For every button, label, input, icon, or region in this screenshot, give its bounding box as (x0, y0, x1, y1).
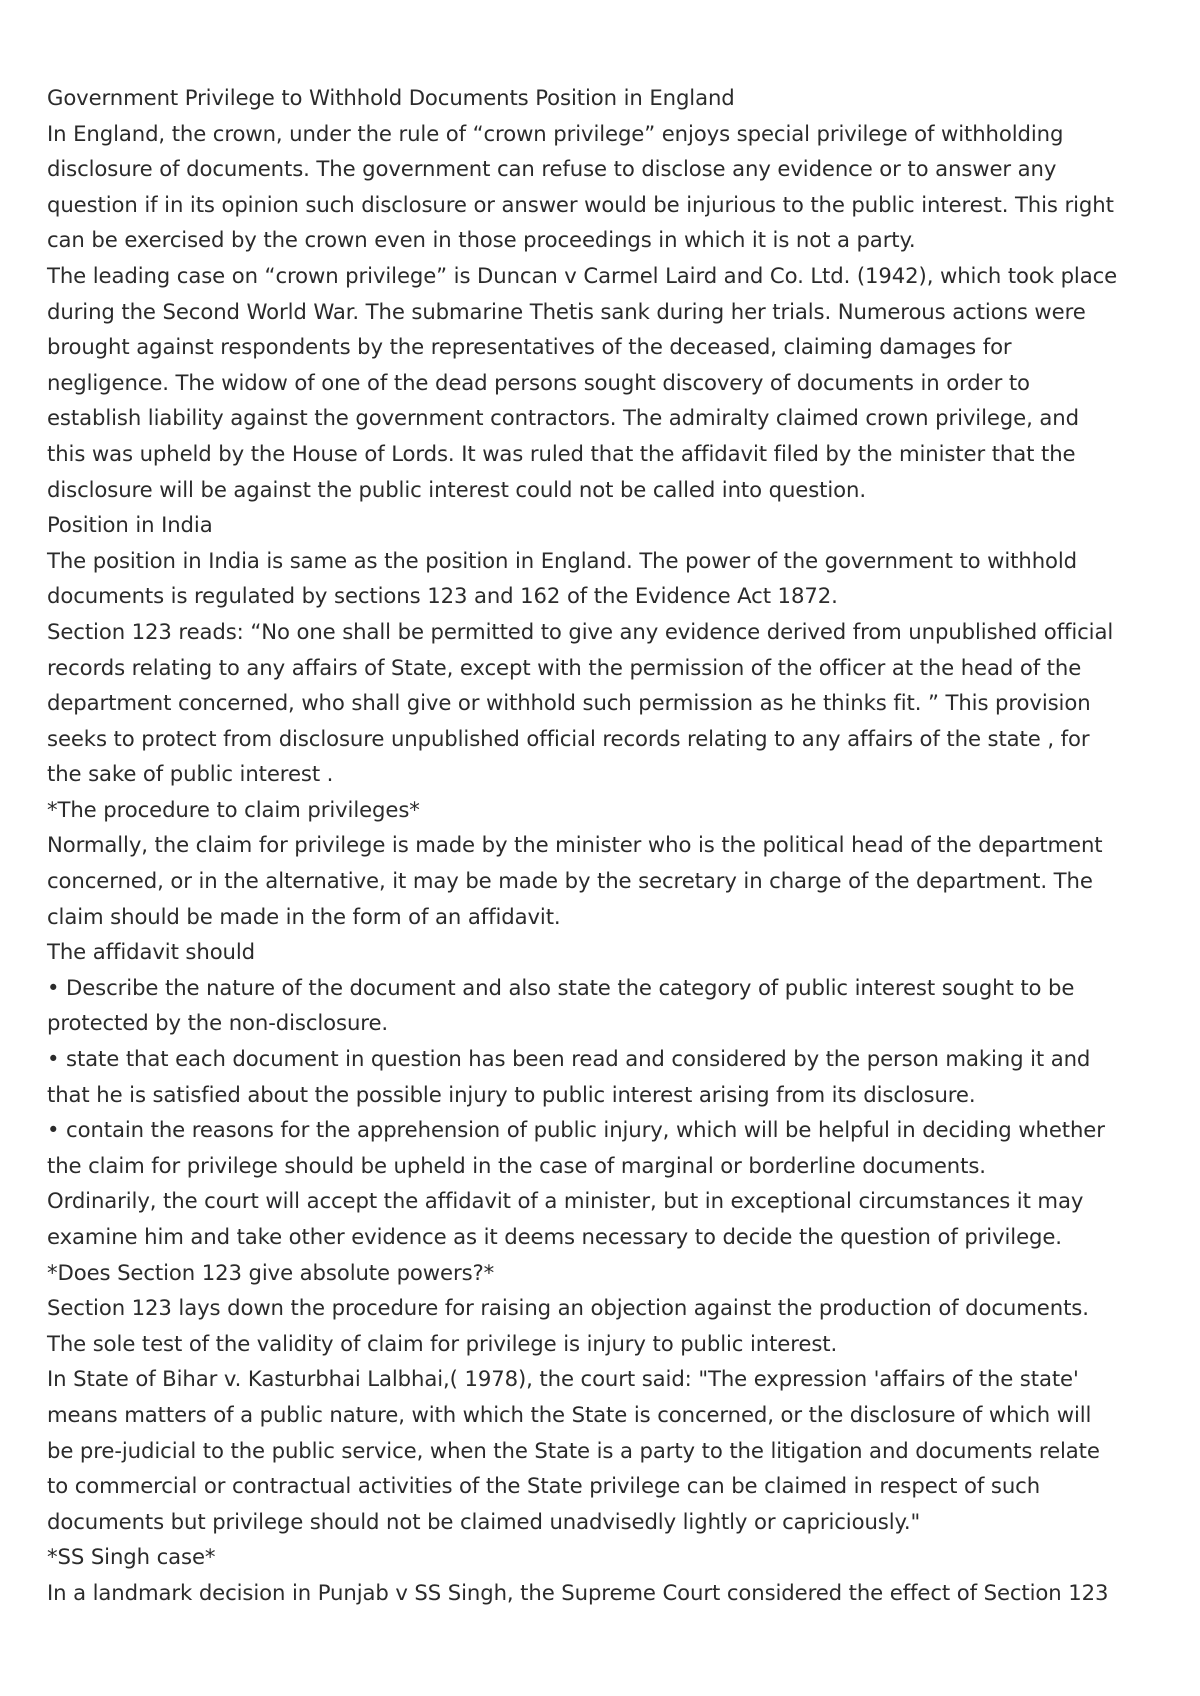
text-line: Government Privilege to Withhold Documents Position in England (47, 85, 735, 110)
text-line: • Describe the nature of the document and also state the category of public interest sought to be (47, 974, 1075, 1000)
text-line: records relating to any affairs of State, except with the permission of the officer at the head of the (47, 654, 1082, 680)
text-line: Position in India (47, 512, 213, 538)
text-line: this was upheld by the House of Lords. It was ruled that the affidavit filed by the minister that the (47, 440, 1076, 466)
text-line: Section 123 reads: “No one shall be permitted to give any evidence derived from unpublished official (47, 618, 1114, 644)
text-line: concerned, or in the alternative, it may be made by the secretary in charge of the department. The (47, 868, 1093, 894)
text-line: documents but privilege should not be claimed unadvisedly lightly or capriciously." (47, 1508, 921, 1534)
text-line: disclosure of documents. The government can refuse to disclose any evidence or to answer any (47, 156, 1057, 182)
text-line: Ordinarily, the court will accept the affidavit of a minister, but in exceptional circumstances it may (47, 1188, 1084, 1214)
text-line: department concerned, who shall give or withhold such permission as he thinks fit. ” This provision (47, 690, 1091, 716)
text-line: *Does Section 123 give absolute powers?* (47, 1259, 495, 1285)
text-line: to commercial or contractual activities of the State privilege can be claimed in respect of such (47, 1473, 1041, 1499)
text-line: In a landmark decision in Punjab v SS Singh, the Supreme Court considered the effect of Section 123 (47, 1579, 1109, 1605)
text-line: In State of Bihar v. Kasturbhai Lalbhai,( 1978), the court said: "The expression 'affairs of the state' (47, 1366, 1079, 1392)
text-line: protected by the non-disclosure. (47, 1010, 389, 1036)
text-line: be pre-judicial to the public service, when the State is a party to the litigation and documents relate (47, 1437, 1100, 1463)
text-line: documents is regulated by sections 123 and 162 of the Evidence Act 1872. (47, 583, 838, 609)
text-line: examine him and take other evidence as it deems necessary to decide the question of privilege. (47, 1224, 1062, 1249)
text-line: The position in India is same as the position in England. The power of the government to withhold (47, 547, 1078, 573)
text-line: claim should be made in the form of an affidavit. (47, 903, 561, 929)
text-line: negligence. The widow of one of the dead persons sought discovery of documents in order to (47, 369, 1030, 395)
text-line: The leading case on “crown privilege” is Duncan v Carmel Laird and Co. Ltd. (1942), which took place (47, 262, 1118, 288)
text-line: can be exercised by the crown even in those proceedings in which it is not a party. (47, 227, 916, 253)
text-line: Section 123 lays down the procedure for raising an objection against the production of documents. (47, 1295, 1089, 1321)
text-line: Normally, the claim for privilege is made by the minister who is the political head of the department (47, 832, 1103, 858)
text-line: In England, the crown, under the rule of “crown privilege” enjoys special privilege of withholding (47, 120, 1064, 146)
text-line: seeks to protect from disclosure unpublished official records relating to any affairs of the state , for (47, 725, 1090, 751)
text-line: • state that each document in question has been read and considered by the person making it and (47, 1046, 1091, 1072)
text-line: disclosure will be against the public interest could not be called into question. (47, 476, 866, 502)
text-line: The affidavit should (47, 939, 256, 965)
text-line: that he is satisfied about the possible injury to public interest arising from its disclosure. (47, 1081, 976, 1107)
text-line: means matters of a public nature, with which the State is concerned, or the disclosure of which will (47, 1401, 1092, 1427)
text-line: The sole test of the validity of claim for privilege is injury to public interest. (47, 1330, 838, 1356)
text-line: *SS Singh case* (47, 1544, 216, 1570)
text-line: question if in its opinion such disclosure or answer would be injurious to the public interest. This right (47, 191, 1114, 217)
text-line: brought against respondents by the representatives of the deceased, claiming damages for (47, 334, 1012, 360)
text-line: establish liability against the government contractors. The admiralty claimed crown privilege, and (47, 405, 1079, 431)
text-line: the claim for privilege should be upheld in the case of marginal or borderline documents. (47, 1152, 986, 1178)
text-line: *The procedure to claim privileges* (47, 796, 420, 822)
document-body (47, 80, 1167, 1611)
text-line: during the Second World War. The submarine Thetis sank during her trials. Numerous actions were (47, 298, 1086, 324)
text-line: the sake of public interest . (47, 761, 334, 787)
text-line: • contain the reasons for the apprehension of public injury, which will be helpful in deciding whether (47, 1117, 1105, 1143)
